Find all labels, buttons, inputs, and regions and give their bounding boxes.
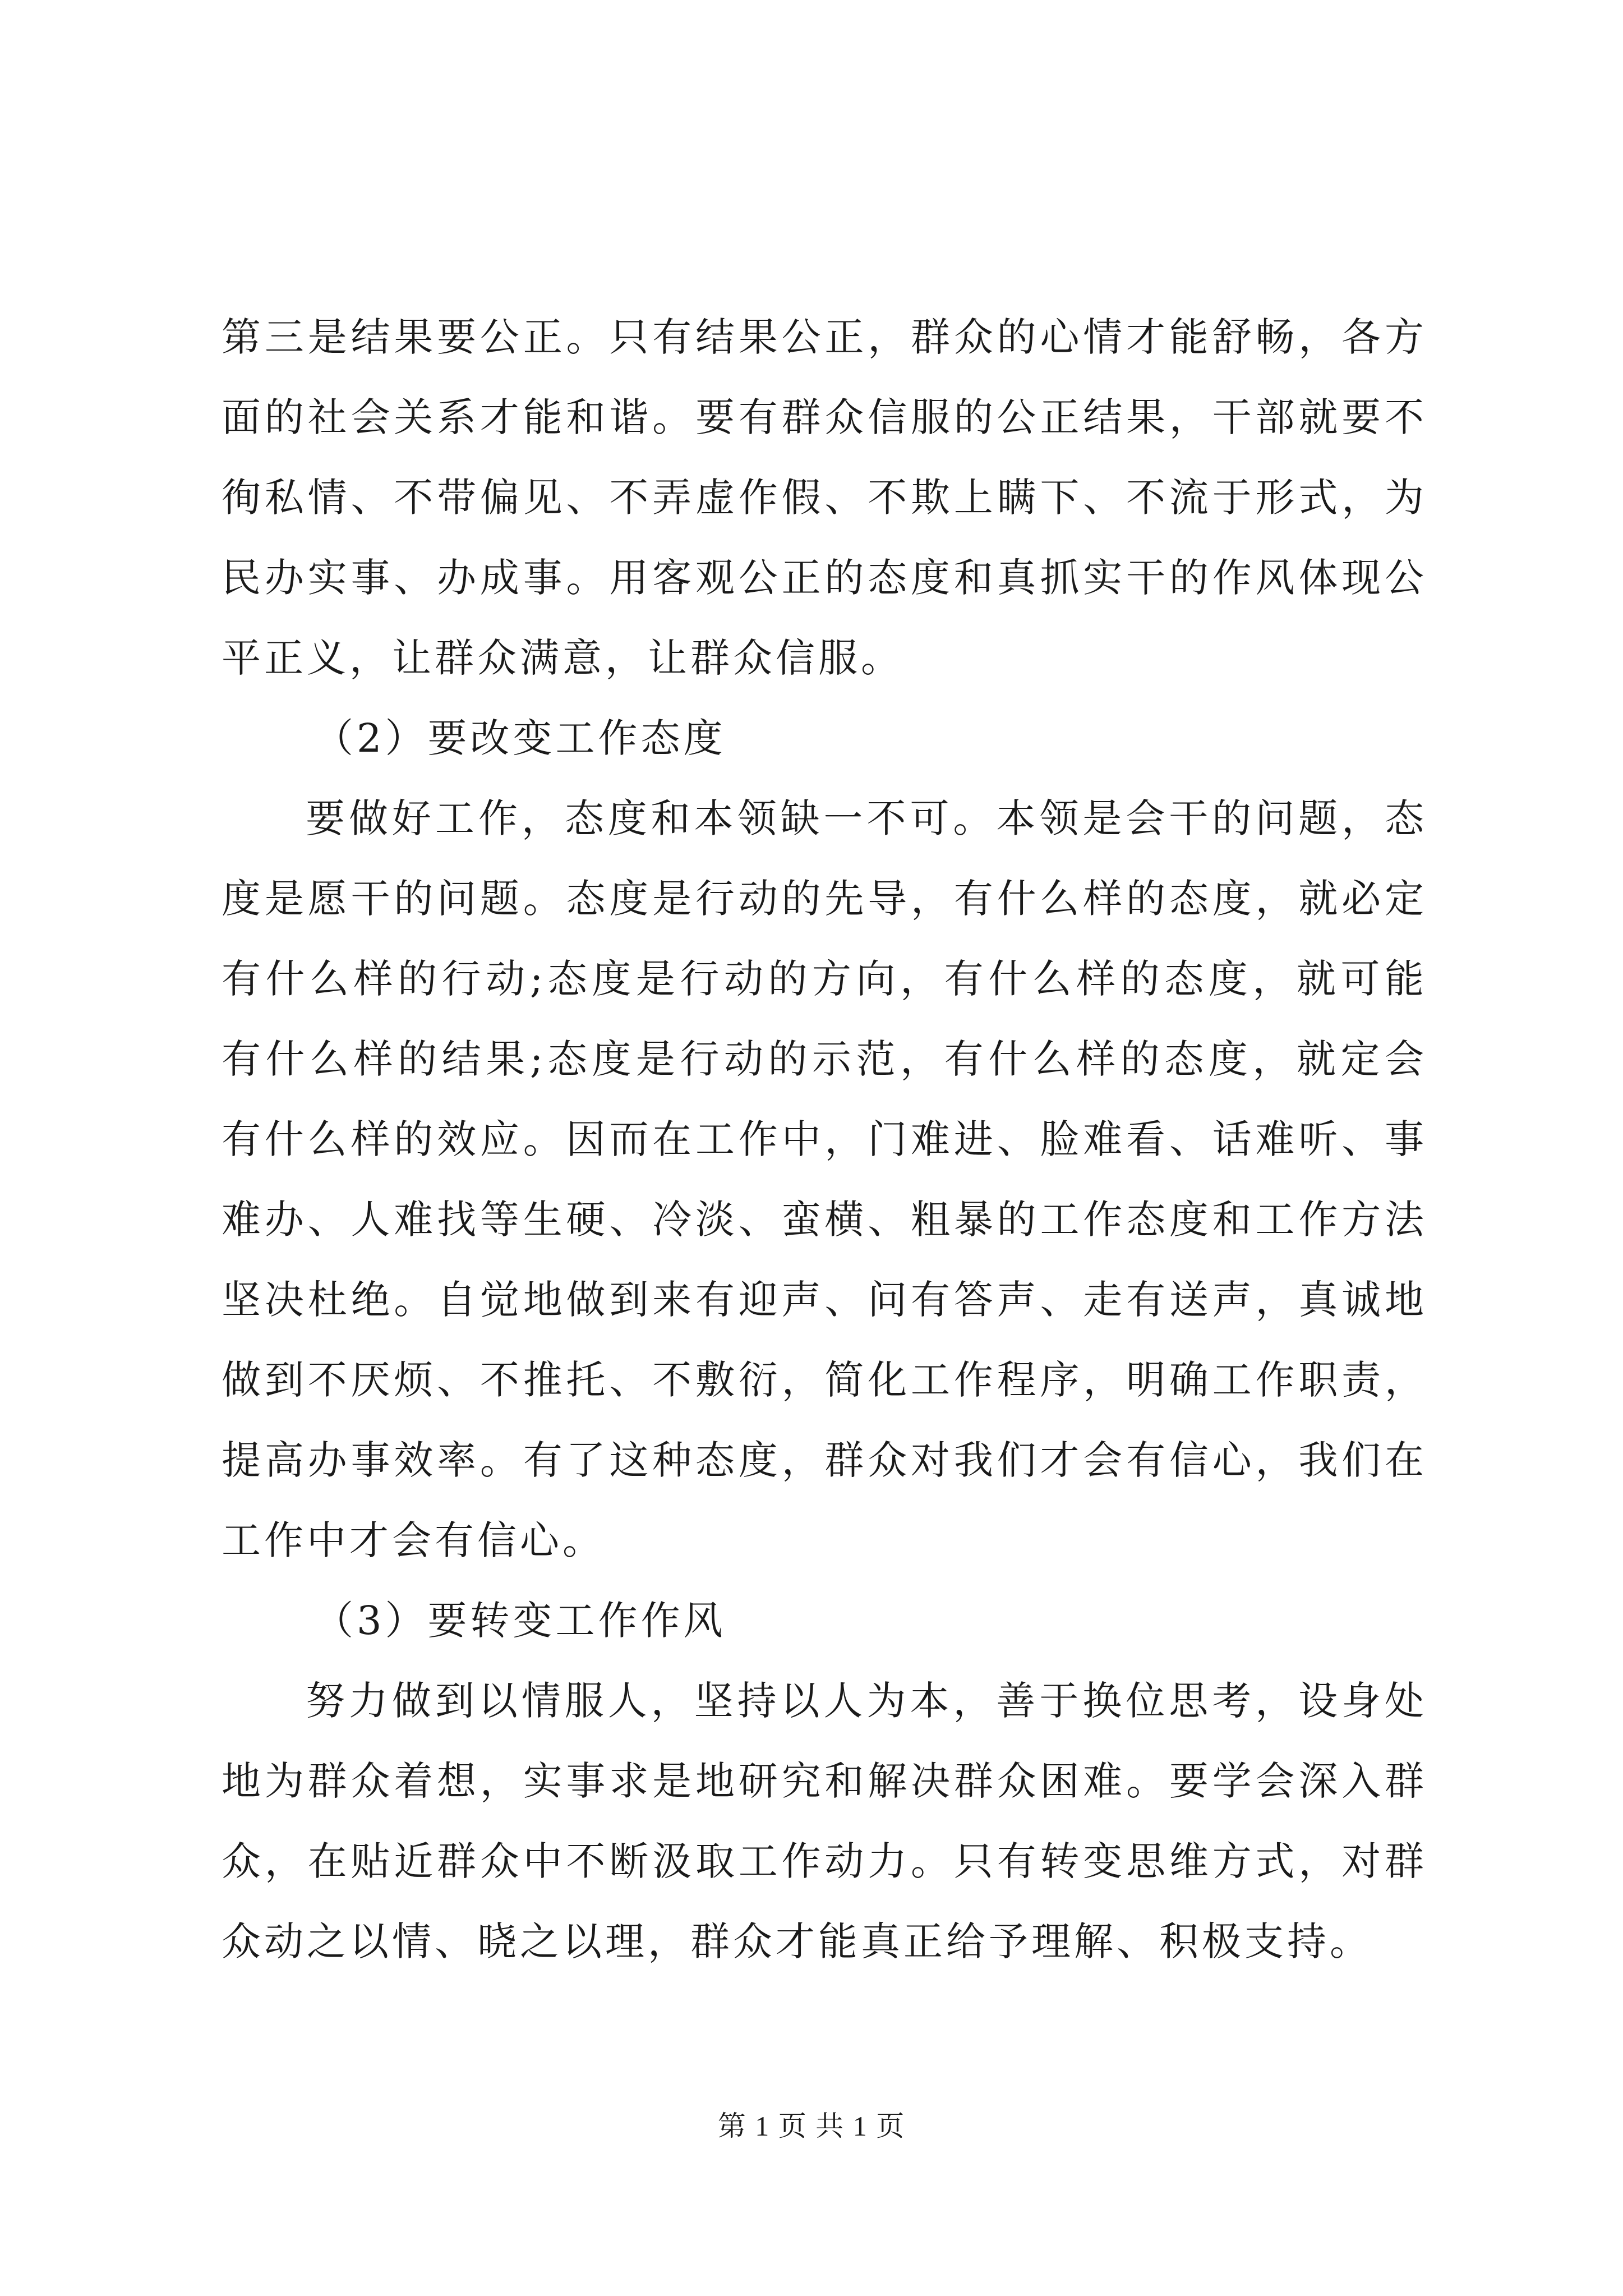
page-number-footer: 第 1 页 共 1 页	[717, 2110, 906, 2142]
document-body	[222, 297, 1427, 1982]
section-heading-work-style: （3）要转变工作作风	[314, 1598, 726, 1644]
paragraph-result-fairness: 第三是结果要公正。只有结果公正，群众的心情才能舒畅，各方面的社会关系才能和谐。要有群众信服的公正结果，干部就要不徇私情、不带偏见、不弄虚作假、不欺上瞒下、不流于形式，为民办实事、办成事。用客观公正的态度和真抓实干的作风体现公平正义，让群众满意，让群众信服。	[222, 314, 1427, 681]
paragraph-work-style: 努力做到以情服人，坚持以人为本，善于换位思考，设身处地为群众着想，实事求是地研究和解决群众困难。要学会深入群众，在贴近群众中不断汲取工作动力。只有转变思维方式，对群众动之以情、晓之以理，群众才能真正给予理解、积极支持。	[222, 1678, 1427, 1964]
paragraph-work-attitude: 要做好工作，态度和本领缺一不可。本领是会干的问题，态度是愿干的问题。态度是行动的先导，有什么样的态度，就必定有什么样的行动;态度是行动的方向，有什么样的态度，就可能有什么样的结果;态度是行动的示范，有什么样的态度，就定会有什么样的效应。因而在工作中，门难进、脸难看、话难听、事难办、人难找等生硬、冷淡、蛮横、粗暴的工作态度和工作方法坚决杜绝。自觉地做到来有迎声、问有答声、走有送声，真诚地做到不厌烦、不推托、不敷衍，简化工作程序，明确工作职责，提高办事效率。有了这种态度，群众对我们才会有信心，我们在工作中才会有信心。	[222, 795, 1427, 1563]
section-heading-attitude: （2）要改变工作态度	[314, 715, 726, 761]
